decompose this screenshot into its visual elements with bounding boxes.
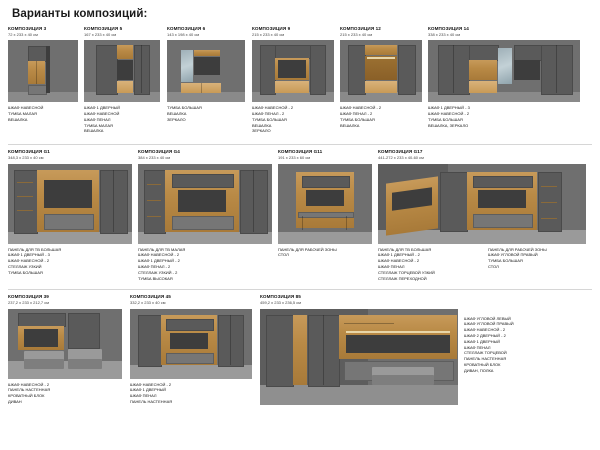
spec-line: ВЕШАЛКА	[8, 116, 28, 122]
composition-dimensions: 72 x 233 x 40 см	[8, 31, 38, 37]
spec-line: ПАНЕЛЬ НАСТЕННАЯ	[8, 387, 51, 393]
composition-row-3	[8, 294, 592, 404]
composition-dimensions: 237,2 x 233 x 212,7 см	[8, 299, 49, 305]
composition-card[interactable]	[252, 26, 340, 134]
divider	[8, 289, 592, 290]
composition-specs	[340, 105, 428, 128]
composition-title: КОМПОЗИЦИЯ G4	[138, 149, 180, 155]
page-title: Варианты композиций:	[12, 8, 148, 20]
spec-line: ШКАФ ПЕНАЛ	[378, 263, 405, 269]
spec-line: ПАНЕЛЬ ДЛЯ ТВ МАЛАЯ	[138, 246, 186, 252]
composition-image	[138, 164, 272, 244]
spec-line: ШКАФ НАВЕСНОЙ - 2	[428, 111, 470, 117]
spec-line: ШКАФ НАВЕСНОЙ - 2	[8, 258, 50, 264]
composition-image	[340, 40, 422, 102]
composition-specs	[464, 316, 590, 374]
spec-line: ВЕШАЛКА	[84, 128, 104, 134]
spec-line: ШКАФ ПЕНАЛ - 2	[138, 263, 171, 269]
spec-line: ШКАФ НАВЕСНОЙ - 2	[252, 105, 294, 111]
spec-line: ЗЕРКАЛО	[167, 116, 186, 122]
composition-specs	[138, 247, 278, 282]
composition-dimensions: 215 x 233 x 40 см	[252, 31, 285, 37]
composition-title: КОМПОЗИЦИЯ 39	[8, 294, 49, 300]
composition-dimensions: 215 x 233 x 40 см	[340, 31, 373, 37]
spec-line: ШКАФ НАВЕСНОЙ - 2	[8, 381, 50, 387]
composition-card[interactable]	[130, 294, 260, 404]
composition-title: КОМПОЗИЦИЯ G1	[8, 149, 50, 155]
composition-dimensions: 441-272 x 233 x 40-60 см	[378, 154, 424, 160]
spec-line: ШКАФ НАВЕСНОЙ - 2	[138, 252, 180, 258]
composition-image	[278, 164, 372, 244]
composition-image	[378, 164, 586, 244]
spec-line: ТУМБА БОЛЬШАЯ	[167, 105, 202, 111]
composition-specs-secondary	[488, 247, 586, 282]
spec-line: ЗЕРКАЛО	[252, 128, 271, 134]
spec-line: СТОЛ	[488, 263, 499, 269]
composition-specs	[8, 105, 84, 122]
composition-dimensions: 167 x 233 x 40 см	[84, 31, 117, 37]
composition-title: КОМПОЗИЦИЯ 14	[428, 26, 469, 31]
composition-title: КОМПОЗИЦИЯ 5	[84, 26, 123, 31]
composition-specs	[278, 247, 378, 259]
composition-title: КОМПОЗИЦИЯ 12	[340, 26, 381, 31]
composition-specs	[378, 247, 488, 282]
composition-title: КОМПОЗИЦИЯ 85	[260, 294, 301, 300]
composition-card[interactable]	[167, 26, 252, 134]
composition-specs	[428, 105, 588, 128]
spec-line: СТОЛ	[278, 252, 289, 258]
composition-specs	[252, 105, 340, 134]
composition-card[interactable]	[84, 26, 167, 134]
composition-specs	[130, 382, 260, 405]
composition-title: КОМПОЗИЦИЯ 3	[8, 26, 47, 31]
composition-card[interactable]	[378, 149, 592, 281]
spec-line: ПАНЕЛЬ ДЛЯ ТВ БОЛЬШАЯ	[8, 246, 62, 252]
spec-line: ШКАФ ПЕНАЛ - 2	[252, 111, 285, 117]
spec-line: ШКАФ ПЕНАЛ	[130, 393, 157, 399]
composition-specs	[8, 382, 130, 405]
composition-card[interactable]	[278, 149, 378, 281]
spec-line: ДИВАН, ПОЛКА	[464, 367, 494, 373]
composition-image	[8, 164, 132, 244]
spec-line: СТЕЛЛАЖ ТОРЦЕВОЙ УЗКИЙ	[378, 269, 435, 275]
spec-line: ШКАФ 1 ДВЕРНЫЙ	[84, 105, 121, 111]
spec-line: ШКАФ НАВЕСНОЙ - 2	[340, 105, 382, 111]
spec-line: ШКАФ 1 ДВЕРНЫЙ - 2	[138, 258, 180, 264]
spec-line: ШКАФ НАВЕСНОЙ - 2	[378, 258, 420, 264]
spec-line: ШКАФ 1 ДВЕРНЫЙ	[464, 338, 501, 344]
spec-line: ШКАФ НАВЕСНОЙ - 2	[464, 327, 506, 333]
spec-line: ПАНЕЛЬ ДЛЯ ТВ БОЛЬШАЯ	[378, 246, 432, 252]
spec-line: СТЕЛЛАЖ УЗКИЙ - 2	[138, 269, 178, 275]
spec-line: ШКАФ НАВЕСНОЙ	[84, 111, 120, 117]
spec-line: ТУМБА БОЛЬШАЯ	[488, 258, 523, 264]
spec-line: КРОВАТНЫЙ БЛОК	[8, 393, 45, 399]
composition-card[interactable]	[138, 149, 278, 281]
spec-line: СТЕЛЛАЖ ТОРЦЕВОЙ	[464, 350, 507, 356]
composition-card[interactable]	[340, 26, 428, 134]
spec-line: ДИВАН	[8, 399, 22, 405]
composition-card[interactable]	[260, 294, 592, 404]
composition-dimensions: 459,2 x 233 x 236,5 см	[260, 299, 301, 305]
spec-line: СТЕЛЛАЖ ПЕРЕХОДНОЙ	[378, 275, 427, 281]
composition-title: КОМПОЗИЦИЯ 9	[252, 26, 291, 31]
composition-card[interactable]	[8, 149, 138, 281]
composition-specs	[84, 105, 167, 134]
composition-title: КОМПОЗИЦИЯ 6	[167, 26, 206, 31]
spec-line: ШКАФ УГЛОВОЙ ПРАВЫЙ	[488, 252, 538, 258]
spec-line: ШКАФ ПЕНАЛ	[84, 116, 111, 122]
spec-line: ПАНЕЛЬ НАСТЕННАЯ	[464, 356, 507, 362]
composition-specs	[8, 247, 138, 276]
spec-line: ТУМБА БОЛЬШАЯ	[340, 116, 375, 122]
spec-line: ПАНЕЛЬ ДЛЯ РАБОЧЕЙ ЗОНЫ	[278, 246, 337, 252]
spec-line: СТЕЛЛАЖ УЗКИЙ	[8, 263, 42, 269]
composition-row-1	[8, 26, 592, 134]
composition-image	[428, 40, 580, 102]
spec-line: ШКАФ 1 ДВЕРНЫЙ - 3	[8, 252, 50, 258]
composition-image	[8, 40, 78, 102]
spec-line: ШКАФ НАВЕСНОЙ	[8, 105, 44, 111]
composition-dimensions: 338 x 233 x 40 см	[428, 31, 461, 37]
spec-line: ШКАФ ПЕНАЛ	[464, 344, 491, 350]
spec-line: ШКАФ 1 ДВЕРНЫЙ	[130, 387, 167, 393]
composition-card[interactable]	[8, 294, 130, 404]
divider	[8, 144, 592, 145]
spec-line: ШКАФ 1 ДВЕРНЫЙ - 2	[378, 252, 420, 258]
composition-image	[260, 309, 458, 405]
spec-line: ПАНЕЛЬ НАСТЕННАЯ	[130, 399, 173, 405]
spec-line: ШКАФ 1 ДВЕРНЫЙ - 3	[428, 105, 470, 111]
composition-card[interactable]	[428, 26, 588, 134]
spec-line: ТУМБА БОЛЬШАЯ	[252, 116, 287, 122]
composition-card[interactable]	[8, 26, 84, 134]
spec-line: ТУМБА БОЛЬШАЯ	[8, 269, 43, 275]
spec-line: ШКАФ УГЛОВОЙ ЛЕВЫЙ	[464, 315, 511, 321]
spec-line: ШКАФ 2 ДВЕРНЫЙ - 2	[464, 333, 506, 339]
composition-title: КОМПОЗИЦИЯ G11	[278, 149, 323, 155]
spec-line: ТУМБА МАЛАЯ	[84, 122, 113, 128]
spec-line: ПАНЕЛЬ ДЛЯ РАБОЧЕЙ ЗОНЫ	[488, 246, 547, 252]
composition-dimensions: 384 x 233 x 40 см	[138, 154, 171, 160]
composition-dimensions: 191 x 233 x 60 см	[278, 154, 311, 160]
spec-line: ВЕШАЛКА	[340, 122, 360, 128]
composition-row-2	[8, 149, 592, 281]
composition-image	[8, 309, 122, 379]
spec-line: ШКАФ НАВЕСНОЙ - 2	[130, 381, 172, 387]
composition-title: КОМПОЗИЦИЯ G17	[378, 149, 423, 155]
spec-line: ВЕШАЛКА	[167, 111, 187, 117]
spec-line: ТУМБА БОЛЬШАЯ	[428, 116, 463, 122]
composition-image	[84, 40, 160, 102]
spec-line: КРОВАТНЫЙ БЛОК	[464, 362, 501, 368]
composition-title: КОМПОЗИЦИЯ 45	[130, 294, 171, 300]
composition-dimensions: 143 x 198 x 40 см	[167, 31, 200, 37]
composition-image	[167, 40, 245, 102]
spec-line: ВЕШАЛКА, ЗЕРКАЛО	[428, 122, 469, 128]
spec-line: ШКАФ ПЕНАЛ - 2	[340, 111, 373, 117]
spec-line: ВЕШАЛКА	[252, 122, 272, 128]
spec-line: ШКАФ УГЛОВОЙ ПРАВЫЙ	[464, 321, 514, 327]
composition-dimensions: 348,3 x 233 x 40 см	[8, 154, 44, 160]
spec-line: ТУМБА ВЫСОКАЯ	[138, 275, 173, 281]
composition-specs	[167, 105, 252, 122]
composition-dimensions: 332,2 x 233 x 40 см	[130, 299, 166, 305]
spec-line: ТУМБА МАЛАЯ	[8, 111, 37, 117]
composition-image	[130, 309, 252, 379]
composition-image	[252, 40, 334, 102]
